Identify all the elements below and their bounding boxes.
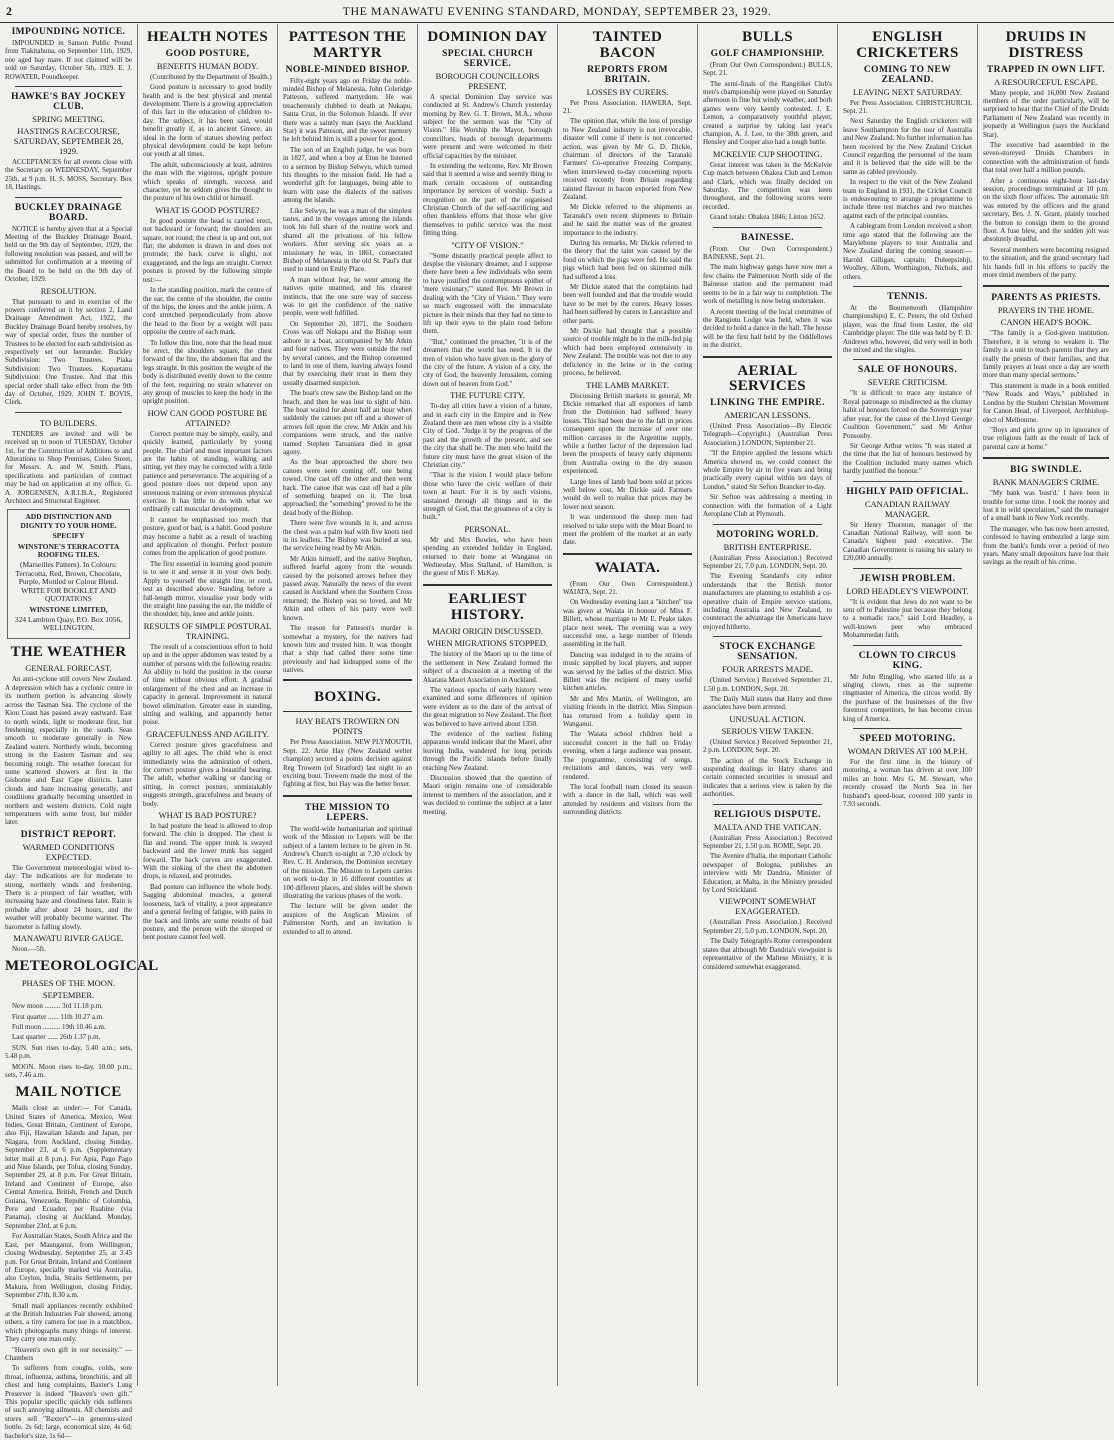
- divider: [853, 481, 962, 482]
- article-title: BULLS: [742, 29, 793, 45]
- article-paragraph: The main highway gangs have now met a few chains the Palmerston North side of the Bainesse station and the permanent road seems to be in a fair way to completion. The work of metalling is now being undertaken.: [703, 263, 832, 306]
- article-paragraph: It cannot be emphasised too much that posture, good or bad, is a habit. Good posture may become a habit as a result of teaching and application of thought. Perfect posture comes from the application of good posture.: [143, 515, 272, 558]
- article-paragraph: On Wednesday evening last a "kitchen" tea was given at Waiata in honour of Miss F. Billett, whose marriage to Mr E. Peake takes place next week. The evening was a very successful one, a large number of friends assembling in the hall.: [563, 598, 692, 649]
- article-paragraph: Mr and Mrs Martin, of Wellington, are visiting friends in the district. Miss Simpson has returned from a holiday spent in Wanganui.: [563, 694, 692, 729]
- section-heading: HOW CAN GOOD POSTURE BE ATTAINED?: [147, 407, 268, 428]
- article-subtitle: COMING TO NEW ZEALAND.: [863, 64, 952, 85]
- mail-notice-heading: MAIL NOTICE: [15, 1084, 122, 1101]
- article-paragraph: A cablegram from London received a short time ago stated that the following are the Marylebone players to tour Australia and New Zealand during the coming season:— Harold Gilligan, captain; Duleepsinhji, Woolley, Allom, Worthington, Nichols, and others.: [843, 222, 972, 281]
- divider: [15, 197, 122, 198]
- boxing-section: [283, 679, 412, 713]
- article-dateline: Per Press Association. CHRISTCHURCH, Sept. 21.: [843, 98, 972, 115]
- article-paragraph: Sir Henry Thornton, manager of the Canadian National Railway, will soon be Canada's highest paid executive. The Canadian Government is raising his salary to £20,000 annually.: [843, 520, 972, 563]
- moon-phase-row: First quarter ...... 11th 10.27 a.m.: [12, 1012, 104, 1021]
- article-subtitle: CANON HEAD'S BOOK.: [1000, 317, 1092, 328]
- impounding-heading: IMPOUNDING NOTICE.: [11, 27, 126, 37]
- column-health-notes: [138, 24, 278, 1386]
- article-paragraph: For the first time in the history of motoring, a woman has driven at over 100 miles an hour. Mrs G. M. Stewart, who recently crossed the North Sea in her husband's speed-boat, covered 100 yards in 7.93 seconds.: [843, 758, 972, 809]
- district-subheading: WARMED CONDITIONS EXPECTED.: [22, 841, 115, 862]
- article-subtitle: LORD HEADLEY'S VIEWPOINT.: [846, 585, 969, 596]
- buckley-heading: BUCKLEY DRAINAGE BOARD.: [14, 202, 123, 223]
- divider: [703, 356, 832, 358]
- mail-text: For Australian States, South Africa and the East, per Maunganui, from Wellington, closing Wednesday, September 25, at 3.45 p.m. For Great Britain, Ireland and Continent of Europe, specially marked via Australia, also Ceylon, India, Straits Settlements, per Makura, from Wellington, closing Friday, September 27th, 8.30 a.m.: [5, 1232, 132, 1300]
- article-paragraph: Correct posture gives gracefulness and agility to all ages. The child who is erect immediately wins the admiration of others, for correct posture gives a beautiful bearing. The adult, whether walking or dancing or sitting, in correct posture, unmistakably suggests strength, gracefulness and beauty of body.: [143, 740, 272, 808]
- article-paragraph: Sir George Arthur writes "It was stated at the time that the list of honours bestowed by the Coalition included many names which hardly justified the honour.": [843, 441, 972, 476]
- article-paragraph: The son of an English judge, he was born in 1827, and when a boy at Eton he listened to a sermon by Bishop Selwyn, which turned his thoughts to the mission field. He had a wonderful gift for languages, being able to learn with ease the dialects of the natives among the islands.: [283, 145, 412, 205]
- article-subtitle: PRAYERS IN THE HOME.: [997, 305, 1095, 316]
- acceptances-text: ACCEPTANCES for all events close with the Secretary on WEDNESDAY, September 25th, at 9 p.m. H. S. MOSS, Secretary. Box 18, Hastings.: [5, 158, 132, 192]
- article-paragraph: "My bank was 'bust'd.' I have been in trouble for some time. I took the money and lost it in wild speculation," said the manager of a small bank in New York recently.: [983, 489, 1109, 523]
- moon-phase-row: Last quarter ...... 26th 1.37 p.m.: [12, 1033, 101, 1042]
- divider: [713, 636, 822, 637]
- article-subtitle: SEVERE CRITICISM.: [867, 377, 948, 388]
- section-heading: WHAT IS GOOD POSTURE?: [155, 204, 260, 215]
- article-title: SALE OF HONOURS.: [857, 365, 958, 376]
- article-subtitle: BENEFITS HUMAN BODY.: [156, 60, 259, 71]
- quote-text: "Heaven's own gift in our necessity." —Chambers: [5, 1345, 132, 1362]
- section-heading: THE LAMB MARKET.: [586, 379, 669, 390]
- ad-line: WINSTONE LIMITED,: [29, 604, 108, 614]
- article-subtitle: FOUR ARRESTS MADE.: [722, 664, 813, 675]
- article-paragraph: The first essential in learning good posture is to see it and sense it in your own body. Apply to yourself the straight line, or cord, test as described above. Standing before a full-length mirror, visualise your body with the straight line passing the ear, the middle of the shoulder, hip, knee and ankle joints.: [143, 559, 272, 619]
- article-title: TAINTED BACON: [592, 29, 663, 61]
- article-paragraph: "It is evident that Jews do not want to be sent off to Palestine just because they belong to a nomadic race," said Lord Headley, a well-known peer who embraced Mohammedan faith.: [843, 597, 972, 640]
- article-paragraph: There were five wounds in it, and across the chest was a palm leaf with five knots tied in its leaflets. The Bishop was buried at sea, the service being read by Mr Atkin.: [283, 519, 412, 553]
- article-subtitle: SPECIAL CHURCH SERVICE.: [442, 48, 533, 69]
- column-tainted-bacon: [558, 24, 698, 1386]
- builders-heading: TO BUILDERS.: [40, 417, 97, 428]
- sun-times: SUN. Sun rises to-day, 5.40 a.m.; sets, 5.48 p.m.: [5, 1043, 132, 1061]
- article-title: EARLIEST HISTORY.: [448, 590, 527, 623]
- article-paragraph: In bad posture the head is allowed to drop forward. The chin is dropped. The chest is flat and round. The upper trunk is swayed backward and the lower trunk has sagged forward. The back curves are exaggerated. With the sinking of the chest the abdomen drops, is relaxed, and protrudes.: [143, 822, 272, 881]
- article-paragraph: Dancing was indulged in to the strains of music supplied by local players, and supper was served by the ladies of the district. Miss Billett was the recipient of many useful kitchen articles.: [563, 650, 692, 693]
- article-subtitle: TRAPPED IN OWN LIFT.: [986, 64, 1106, 75]
- article-paragraph: "Some distantly practical people affect to despise the visionary dreamer, and I suppose there have been a few individuals who seem to have justified the contemptuous epithet of 'mere visionary,'" stated Rev. Mr Brown in dealing with the "City of Vision." They were so much engrossed with the immaculate picture in their minds that they had no time to lift up their eyes to the plain road before them.: [423, 251, 552, 336]
- section-subheading: SERIOUS VIEW TAKEN.: [721, 725, 814, 736]
- newspaper-title: THE MANAWATU EVENING STANDARD, MONDAY, SEPTEMBER 23, 1929.: [342, 4, 772, 18]
- article-subtitle: WOMAN DRIVES AT 100 M.P.H.: [847, 746, 968, 757]
- divider: [853, 359, 962, 360]
- article-subtitle: MAORI ORIGIN DISCUSSED.: [432, 626, 543, 637]
- article-title: HIGHLY PAID OFFICIAL.: [846, 486, 969, 497]
- article-paragraph: The executive had assembled in the seven-storeyed Druids Chambers in connection with the administration of funds that total over half a million pounds.: [983, 140, 1109, 175]
- article-paragraph: The history of the Maori up to the time of the settlement in New Zealand formed the subject of a discussion at a meeting of the Akarana Maori Association in Auckland.: [423, 650, 552, 684]
- article-paragraph: The adult, subconsciously at least, admires the man with the vigorous, upright posture which speaks of strength, success and character, yet he seldom gives the thought to the posture of his own child or himself.: [143, 160, 272, 203]
- article-paragraph: The manager, who has now been arrested, confessed to having embezzled a large sum from the bank's funds over a period of two years. Many small depositors have lost their savings as the result of his crime.: [983, 524, 1109, 567]
- divider: [713, 524, 822, 525]
- article-paragraph: A recent meeting of the local committee of the Rangiotu Lodge was held, when it was decided to hold a dance in the hall. The house will be the first hall held by the Oddfellows in the district.: [703, 307, 832, 350]
- article-subtitle: HAY BEATS TROWERN ON POINTS: [295, 716, 400, 737]
- article-subtitle: WHEN MIGRATIONS STOPPED.: [427, 638, 548, 649]
- jockey-heading: HAWKE'S BAY JOCKEY CLUB.: [11, 92, 126, 113]
- article-title: AERIAL SERVICES: [729, 362, 806, 395]
- jockey-subheading: SPRING MEETING.: [32, 114, 105, 125]
- article-subtitle: BOROUGH COUNCILLORS PRESENT.: [435, 70, 540, 91]
- ad-line: 324 Lambton Quay, P.O. Box 1056, WELLINGTON.: [14, 614, 123, 633]
- article-dateline: (United Press Association—By Electric Telegraph—Copyright.) (Australian Press Association.) LONDON, September 21.: [703, 422, 832, 447]
- advert-text: To sufferers from coughs, colds, sore throat, influenza, asthma, bronchitis, and all chest and lung complaints, Baxter's Lung Preserver is indeed "Heaven's own gift." This popular specific quickly rids sufferers of such annoying ailments. All chemists and stores sell "Baxter's"—in generous-sized bottle, 2s 6d; large, economical size, 4s 6d; bachelor's size, 1s 6d—: [5, 1364, 132, 1440]
- moon-phases-heading: PHASES OF THE MOON.: [21, 978, 116, 989]
- article-paragraph: The various epochs of early history were examined and some differences of opinion were evident as to the date of the arrival of the great migration to New Zealand. The fleet was believed to have arrived about 1350.: [423, 686, 552, 728]
- article-paragraph: The evidence of the earliest fishing apparatus would indicate that the Maori, after leaving India, wandered for long periods through the Pacific islands before finally reaching New Zealand.: [423, 730, 552, 772]
- article-subtitle: REPORTS FROM BRITAIN.: [587, 64, 668, 85]
- article-paragraph: The Waiata school children held a successful concert in the hall on Friday evening, when a large audience was present. The programme, consisting of songs, recitations and dances, was very well rendered.: [563, 730, 692, 781]
- article-paragraph: The Daily Telegraph's Rome correspondent states that although Mr Dandria's viewpoint is representative of the Maltese Ministry, it is considered somewhat exaggerated.: [703, 937, 832, 971]
- article-paragraph: Mr John Ringling, who started life as a singing clown, rises as the supreme ringmaster of America, the circus world. By the purchase of the businesses of the five foremost competitors, he has become circus king of America.: [843, 672, 972, 723]
- divider: [983, 457, 1109, 459]
- section-heading: GRACEFULNESS AND AGILITY.: [146, 728, 269, 739]
- article-paragraph: Several members were becoming resigned to the situation, and the grand secretary had his hands full in his efforts to pacify the more timid members of the party.: [983, 245, 1109, 280]
- article-paragraph: "But," continued the preacher, "it is of the dreamers that the world has need. It is the men of vision who have given us the glory of the city of the future. A vision of a city, the city of God, the heavenly Jerusalem, coming down out of heaven from God.": [423, 337, 552, 388]
- article-title: CLOWN TO CIRCUS KING.: [858, 650, 957, 671]
- ad-line: (Marseilles Pattern). In Colours: Terracotta, Red, Brown, Chocolate, Purple, Mottled or Colour Blend. WRITE FOR BOOKLET AND QUOTATIONS: [15, 560, 122, 604]
- article-title: SPEED MOTORING.: [859, 734, 956, 745]
- article-paragraph: Correct posture may be simply, easily, and quickly learned, particularly by young people. The chief and most important factors are the habits of standing, walking and sitting, yet they may be corrected with a little patience and perseverance. The acquiring of a good posture does not depend upon any strenuous training or even strenuous physical exercise. It has little to do with what we ordinarily call muscular development.: [143, 429, 272, 514]
- article-paragraph: Bad posture can influence the whole body. Sagging abdominal muscles, a general looseness, lack of vitality, a poor appearance and a general feeling of fatigue, with pains in the back and limbs are some results of bad posture, and the person with the stooped or bent posture cannot feel well.: [143, 882, 272, 942]
- river-text: Noon.—5ft.: [12, 945, 46, 954]
- divider: [853, 728, 962, 729]
- district-text: The Government meteorologist wired to-day: The indications are for moderate to strong, northerly winds and freshening. There is a prospect of fair weather, with increasing haze and cloudiness later. Rain is probable after about 24 hours, and the weather will probably become warmer. The barometer is falling slowly.: [5, 863, 132, 931]
- district-heading: DISTRICT REPORT.: [20, 829, 117, 840]
- article-subtitle: GOLF CHAMPIONSHIP.: [710, 48, 825, 59]
- article-title: JEWISH PROBLEM.: [859, 573, 956, 584]
- article-title: BOXING.: [314, 688, 381, 705]
- article-subtitle: GOOD POSTURE,: [165, 48, 250, 59]
- hastings-line: HASTINGS RACECOURSE, SATURDAY, SEPTEMBER 28, 1929.: [13, 126, 124, 157]
- article-paragraph: In respect to the visit of the New Zealand team to England in 1931, the Cricket Council is endeavouring to arrange a programme to include three test matches and two matches against each of the principal counties.: [843, 178, 972, 220]
- article-paragraph: As the boat approached the shore two canoes were seen coming off, one being towed. One cast off the other and then went back. The canoe that was cast off had a pile of something heaped on it. The boat approached; the "something" proved to be the dead body of the Bishop.: [283, 458, 412, 517]
- article-title: BIG SWINDLE.: [1010, 465, 1082, 476]
- article-title: DOMINION DAY: [427, 29, 548, 45]
- article-paragraph: On September 20, 1871, the Southern Cross was off Nukapu and the Bishop went ashore in a boat, accompanied by Mr Atkin and four natives. They were outside the reef by several canoes, and the Bishop consented to land in one of them, leaving always found that by exercising their trust in them they usually disarmed suspicion.: [283, 319, 412, 387]
- article-paragraph: Good posture is necessary to good bodily health and is the best physical and mental development. There is a growing appreciation of this fact in the education of children to-day. The subject, it has been said, would benefit greatly if, as in ancient Greece, an ideal in the form of statues showing perfect physical development could be kept before our youth at all times.: [143, 83, 272, 159]
- divider: [853, 645, 962, 646]
- column-bulls: [698, 24, 838, 1386]
- divider: [15, 412, 122, 413]
- article-title: DRUIDS IN DISTRESS: [1005, 29, 1087, 61]
- article-paragraph: "It is difficult to trace any instance of Royal patronage so misdirected as the clumsy habit of honours forced on the Sovereign year after year, for the cause of the Lloyd George Coalition Government," said Mr Arthur Ponsonby.: [843, 389, 972, 440]
- article-paragraph: Great interest was taken in the McKelvie Cup match between Ohakea Club and Lemon and Clark, which was finally decided on Saturday. The competition was keen throughout, and the following scores were recorded.: [703, 160, 832, 211]
- article-dateline: (United Service.) Received September 21, 1.50 p.m. LONDON, Sept. 20.: [703, 676, 832, 693]
- article-paragraph: In extending the welcome, Rev. Mr Brown said that it seemed a wise and seemly thing to mark certain occasions of outstanding importance by services of worship. Such a recognition on the part of the organised Christian Church of the self-sacrificing and often thankless efforts that those who give themselves to public service was the most fitting thing.: [423, 162, 552, 238]
- article-dateline: (From Our Own Correspondent.) WAIATA, Sept. 21.: [563, 579, 692, 596]
- section-heading: THE FUTURE CITY.: [450, 390, 525, 401]
- article-title: ENGLISH CRICKETERS: [856, 29, 959, 61]
- section-heading: WHAT IS BAD POSTURE?: [158, 810, 257, 821]
- article-paragraph: Mr Dickie referred to the shipments as Taranaki's own recent shipments to Britain and he said the matter was of the greatest importance to the industry.: [563, 203, 692, 237]
- article-subtitle: LINKING THE EMPIRE.: [710, 398, 825, 409]
- article-dateline: (Australian Press Association.) Received September 21, 5.0 p.m. LONDON, Sept. 20.: [703, 918, 832, 935]
- article-paragraph: The Avenire d'Italia, the important Catholic newspaper of Bologna, publishes an interview with Mr Dandria, Minister of Education, at Malta, in the Ministry presided by Lord Strickland.: [703, 852, 832, 895]
- article-paragraph: "That is the vision I would place before those who have the civic welfare of their town at heart. For it is by such visions, sustained through all things and in the strength of God, that the greatness of a city is built.": [423, 471, 552, 522]
- article-paragraph: After a continuous eight-hour last-day session, proceedings terminated at 10 p.m. on the sixth floor offices. The automatic lift was entered by the officers and the grand secretary, Bro. J. N. Grant, plainly touched the button to consign them to the ground floor. A fuse blew, and the sudden jolt was absolutely dreadful.: [983, 176, 1109, 244]
- article-byline: (Contributed by the Department of Health.): [150, 72, 272, 81]
- article-subtitle: LEAVING NEXT SATURDAY.: [852, 86, 963, 97]
- builders-text: TENDERS are invited and will be received up to noon of TUESDAY, October 1st, for the Construction of Additions to and Alterations to Shop Premises, Coleo Street, for Messrs. A. and W. Smith. Plans, specifications and particulars of contract may be had on application at my office. G. A. JORGENSEN, A.R.I.B.A., Registered Architect and Structural Engineer.: [5, 429, 132, 506]
- article-title: RELIGIOUS DISPUTE.: [714, 809, 821, 820]
- ad-line: WINSTONE'S TERRACOTTA ROOFING TILES.: [17, 541, 120, 560]
- article-paragraph: Fifty-eight years ago on Friday the noble-minded Bishop of Melanesia, John Coleridge Patteson, suffered martyrdom. He was treacherously clubbed to death at Nukapu, Santa Cruz, in the Solomon Islands. If ever there was a saintly man (says the Auckland Star) it was Patteson, and the sweet memory he left behind him is still a power for good.: [283, 76, 412, 144]
- column-patteson: [278, 24, 418, 1386]
- article-paragraph: At the Bournemouth (Hampshire championships) E. C. Peters, the old Oxford player, was the final from Lester, the old Cambridge player. The title was held by F. D. Andrews who, however, did very well in both the mixed and the singles.: [843, 304, 972, 355]
- divider: [853, 286, 962, 287]
- moon-times: MOON. Moon rises to-day, 10.00 p.m.; sets, 7.46 a.m.: [5, 1062, 132, 1080]
- resolution-text: That pursuant to and in exercise of the powers conferred on it by section 2, Land Drainage Amendment Act, 1922, the Buckley Drainage Board hereby resolves, by way of special order, fixes the number of Trustees to be elected for each subdivision as respectively set out hereunder. Buckley Subdivision: Two Trustees. Piaka Subdivision: Two Trustees. Kopuetanu Subdivision: One Trustee. And that this special order shall take effect from the 9th day of October, 1929. JOHN T. BOVIS, Clerk.: [5, 297, 132, 407]
- resolution-heading: RESOLUTION.: [40, 285, 97, 296]
- weather-subheading: GENERAL FORECAST.: [25, 663, 112, 674]
- article-paragraph: "If the Empire applied the lessons which America showed us, we could connect the whole Empire by air in five years and bring practically every capital within ten days of London," stated Sir Sefton Brancker to-day.: [703, 449, 832, 491]
- article-paragraph: Many people, and 16,000 New Zealand members of the order particularly, will be surprised to hear that the Chief of the Druids Parliament of New Zealand was recently in jeopardy at Wellington (says the Auckland Star).: [983, 88, 1109, 139]
- article-subtitle: A RESOURCEFUL ESCAPE.: [994, 76, 1098, 87]
- article-paragraph: Mr Atkin himself, and the native Stephen, suffered fearful agony from the wounds caused by the poisoned arrows before they passed away. Naturally the news of the event caused in Auckland when the Southern Cross returned; the Bishop was so loved, and Mr Atkin and others of his party were well known.: [283, 554, 412, 622]
- article-title: MOTORING WORLD.: [716, 529, 819, 540]
- article-paragraph: Per Press Association. NEW PLYMOUTH, Sept. 22. Artie Hay (New Zealand welter champion) secured a points decision against Reg Trowern (of Stratford) last night in an exciting bout. Trowern made the most of the fighting at first, but Hay was the better boxer.: [283, 738, 412, 789]
- article-paragraph: To-day all cities have a vision of a future, and in each city in the Empire and in New Zealand there are men whose city is a visible City of God. "Judge it by the progress of the past and the growth of the present, and see the city that shall be. The men who build the future city must have the great vision of the Christian city.": [423, 402, 552, 469]
- article-title: TENNIS.: [887, 292, 928, 303]
- ad-line: ADD DISTINCTION AND DIGNITY TO YOUR HOME.: [20, 512, 117, 530]
- article-subtitle: MALTA AND THE VATICAN.: [713, 821, 822, 832]
- article-paragraph: Large lines of lamb had been sold at prices well below cost, Mr Dickie said. Farmers would do well to realise that prices may be lower next season.: [563, 477, 692, 511]
- article-title: STOCK EXCHANGE SENSATION.: [719, 642, 816, 663]
- article-subtitle: NOBLE-MINDED BISHOP.: [285, 64, 410, 75]
- article-dateline: (From Our Own Correspondent.) BAINESSE, Sept. 21.: [703, 244, 832, 262]
- divider: [15, 86, 122, 87]
- section-heading: UNUSUAL ACTION.: [729, 713, 806, 724]
- article-subtitle: BANK MANAGER'S CRIME.: [992, 477, 1100, 488]
- section-heading: PERSONAL.: [464, 523, 511, 534]
- weather-heading: THE WEATHER: [10, 643, 127, 660]
- article-title: PARENTS AS PRIESTS.: [991, 293, 1101, 304]
- article-paragraph: The lecture will be given under the auspices of the Anglican Mission of Palmerston North, and an invitation is extended to all to attend.: [283, 902, 412, 936]
- article-paragraph: A man without fear, he went among the natives quite unarmed, and his clearest instincts, that the one sure way of success was to get the confidence of the native people, were well fulfilled.: [283, 275, 412, 318]
- article-subtitle: AMERICAN LESSONS.: [724, 410, 811, 421]
- ad-line: SPECIFY: [52, 531, 85, 541]
- section-heading: "CITY OF VISION.": [451, 239, 524, 250]
- divider: [283, 795, 412, 797]
- article-title: BAINESSE.: [741, 232, 794, 243]
- column-classifieds: [0, 24, 159, 1440]
- divider: [713, 804, 822, 805]
- article-paragraph: In the standing position, mark the centre of the ear, the centre of the shoulder, the centre of the hips, the knees and the ankle joints. A cord stretched perpendicularly from above the head to the floor by a weight will pass opposite the centre of each mark.: [143, 286, 272, 337]
- article-paragraph: Mr and Mrs Bowles, who have been spending an extended holiday in England, returned to their home at Wanganui on Wednesday. Miss Stalland, of Hamilton, is the guest of Mrs F. McKay.: [423, 535, 552, 578]
- section-heading: MCKELVIE CUP SHOOTING.: [712, 148, 823, 159]
- masthead: [0, 0, 1114, 23]
- article-paragraph: The opinion that, while the loss of prestige to New Zealand industry is not irrevocable, disaster will come if there is not concerted action, was given by Mr G. D. Dickie, chairman of directors of the Taranaki Farmers' Co-operative Freezing Company, when interviewed to-day concerning reports received recently from Britain regarding tainted flavour in bacon exported from New Zealand.: [563, 117, 692, 201]
- scores-total: Grand totals: Ohakea 1846; Linton 1652.: [710, 213, 826, 222]
- article-paragraph: The local football team closed its season with a dance in the hall, which was well attended by residents and visitors from the surrounding districts.: [563, 782, 692, 817]
- article-subtitle: CANADIAN RAILWAY MANAGER.: [864, 498, 951, 519]
- section-heading: VIEWPOINT SOMEWHAT EXAGGERATED.: [718, 896, 817, 917]
- article-paragraph: Discussion showed that the question of Maori origin remains one of considerable interest to members of the association, and it was decided to continue the subject at a later meeting.: [423, 774, 552, 816]
- column-cricketers: [838, 24, 978, 1386]
- article-paragraph: The boat's crew saw the Bishop land on the beach, and then he was lost to sight of him. The boat waited for about half an hour when suddenly the canoes put off and a shower of arrows fell upon the crew. Mr Atkin and his companions were struck, and the native named Stephen Taroaniara died in great agony.: [283, 389, 412, 456]
- article-dateline: (From Our Own Correspondent.) BULLS, Sept. 21.: [703, 60, 832, 78]
- article-subtitle: BRITISH ENTERPRISE.: [723, 541, 812, 552]
- page-number: 2: [6, 4, 13, 18]
- article-paragraph: "The family is a God-given institution. Therefore, it is wrong to weaken it. The family is a unit to teach parents that they are really the priests of their families, and that family prayers at least once a day are worth more than many special sermons.": [983, 329, 1109, 380]
- divider: [853, 568, 962, 569]
- article-paragraph: The action of the Stock Exchange in suspending dealings in Hatry shares and certain connected securities is unusual and indicates that a serious view is taken by the authorities.: [703, 756, 832, 799]
- article-paragraph: The Daily Mail states that Hatry and three associates have been arrested.: [703, 694, 832, 712]
- article-title: THE MISSION TO LEPERS.: [305, 802, 390, 823]
- divider: [983, 285, 1109, 287]
- article-paragraph: It was understood the sheep men had resolved to take steps with the Meat Board to meet the problem of the market at an early date.: [563, 513, 692, 547]
- weather-text: An anti-cyclone still covers New Zealand. A depression which has a cyclonic centre in its northern portion is advancing slowly across the Tasman Sea. The cyclone of the Kiou Coast has passed away eastward. East to north winds, light to moderate first, but freshening especially in the south. Seas smooth to moderate generally in New Zealand waters. Northerly winds, becoming strong in the Eastern Tasman and sea becoming rough. The weather forecast for some scattered showers at first in the Gisborne and East Cape districts. Later clouds and haze increasing generally, and conditions gradually becoming unsettled in northern and western districts. Cold night temperatures with some frost, but milder later.: [5, 675, 132, 827]
- article-paragraph: Mr Dickie had thought that a possible source of trouble might be in the milk-fed pig which had been employed extensively in New Zealand. The trouble was not due to any deficiency in the brine or in the curing process, he believed.: [563, 327, 692, 378]
- article-dateline: Per Press Association. HAWERA, Sept. 21.: [563, 98, 692, 115]
- article-dateline: (Australian Press Association.) Received September 21, 1.50 p.m. ROME, Sept. 20.: [703, 833, 832, 851]
- moon-phase-row: New moon ......... 3rd 11.18 p.m.: [12, 1002, 103, 1011]
- river-heading: MANAWATU RIVER GAUGE.: [13, 933, 124, 944]
- winstone-advertisement: [7, 509, 130, 638]
- divider: [423, 584, 552, 586]
- divider: [713, 227, 822, 228]
- column-dominion-day: [418, 24, 558, 1386]
- article-paragraph: Discussing British markets in general, Mr Dickie remarked that all exporters of lamb from the Dominion had suffered heavy losses. This had been due to the fall in prices consequent upon the increase of over one million carcases in the Argentine supply, while a further factor of the depression had been the prospects of heavy early shipments from Australia owing to the dry season experienced.: [563, 391, 692, 476]
- divider: [563, 553, 692, 555]
- buckley-text: NOTICE is hereby given that at a Special Meeting of the Buckley Drainage Board, held on the 9th day of September, 1929, the following resolution was passed, and will be submitted for confirmation at a meeting of the Board to be held on the 9th day of October, 1929.: [5, 224, 132, 284]
- moon-phases-month: SEPTEMBER.: [42, 990, 95, 1001]
- section-heading: RESULTS OF SIMPLE POSTURAL TRAINING.: [143, 620, 272, 641]
- moon-phase-row: Full moon .......... 19th 10.46 a.m.: [12, 1023, 106, 1031]
- article-paragraph: The result of a conscientious effort to hold up and in the upper abdomen was tested by a number of persons with the following results: An ability to hold the position in the course of time without obvious effort. A gradual enlargement of the chest and an increase in capacity in general. Improvement in natural bowel elimination. Greater ease in standing, sitting and walking, and apparently better poise.: [143, 642, 272, 727]
- article-paragraph: Sir Sefton was addressing a meeting in connection with the formation of a Light Aeroplane Club at Plymouth.: [703, 493, 832, 519]
- article-paragraph: Next Saturday the English cricketers will leave Southampton for the tour of Australia and New Zealand. No further information has been received by the New Zealand Cricket Council regarding the personnel of the team and it is believed that the side will be the same as cabled previously.: [843, 117, 972, 176]
- mail-text: Mails close as under:— For Canada, United States of America, Mexico, West Indies, Great Britain, Continent of Europe, also Fiji, Hawaiian Islands and Japan, per Niagara, from Auckland, closing Sunday, September 23, at 6 p.m. (Supplementary letter mail at 8 p.m.). For Apia, Pago Pago and Niue Islands, per Tofua, closing Sunday, September 29, at 8 p.m. For Great Britain, Ireland and Continent of Europe, also Central America, British, French and Dutch Guiana, Venezuela, Republic of Colombia, Peru and Ecuador, per Ruahine (via Panama), closing at Auckland, Monday, September 23rd, at 6 p.m.: [5, 1104, 132, 1230]
- mail-text: Small mail appliances recently exhibited at the British Industries Fair showed, among others, a tiny camera for use in a matchbox, which photographs many things of interest. They carry one man only.: [5, 1301, 132, 1344]
- article-paragraph: During his remarks, Mr Dickie referred to the theory that the taint was caused by the food on which the pigs were fed. He said the pigs which had been fed on skimmed milk had suffered a loss.: [563, 239, 692, 281]
- article-paragraph: The reason for Patteson's murder is somewhat a mystery, for the natives had known him and trusted him. It was thought that a ship had called there some time previously and had kidnapped some of the natives.: [283, 624, 412, 675]
- article-title: HEALTH NOTES: [146, 29, 268, 45]
- article-paragraph: To follow this line, note that the head must be erect, the shoulders square, the chest forward of the line, the abdomen flat and the legs straight. In this position the weight of the body is distributed evenly down to the centre of the feet, requiring no strain whatever on any group of muscles to keep the body in the upright position.: [143, 338, 272, 406]
- article-paragraph: In good posture the head is carried erect, not backward or forward; the shoulders are square, not round; the chest is up and out, not flat; the abdomen is drawn in and does not protrude; the back curve is slight, not exaggerated, and the legs are straight. Correct posture is proved by the following simple test:—: [143, 216, 272, 284]
- article-paragraph: The semi-finals of the Rangitikei Club's men's championship were played on Saturday afternoon in fine but windy weather, and both games were very keenly contested. J. E. Lemon, a comparatively youthful player, created a surprise by taking last year's champion, A. J. Lee, to the 38th green, and Hensley and Cooper also had a tough battle.: [703, 79, 832, 147]
- article-title: WAIATA.: [594, 559, 661, 576]
- article-paragraph: Mr Dickie stated that the complaints had been well founded and that the trouble would have to be met by the curers. Heavy losses had been suffered by curers in Lancashire and other parts.: [563, 283, 692, 325]
- column-druids: [978, 24, 1114, 1386]
- article-paragraph: This statement is made in a book entitled "New Roads and Ways," published in London by the Student Christian Movement for Canon Head, of Liverpool, Archbishop-elect of Melbourne.: [983, 381, 1109, 424]
- article-title: PATTESON THE MARTYR: [288, 29, 407, 61]
- article-paragraph: Like Selwyn, he was a man of the simplest tastes, and in the voyages among the islands took his full share of the routine work and shared all the privations of his fellow workers. After serving six years as a missionary he was, in 1861, consecrated Bishop of Melanesia in the old St. Paul's that used to stand on Emily Place.: [283, 206, 412, 274]
- article-paragraph: The Evening Standard's city editor understands that the British motor manufacturers are planning to establish a co-operative chain of Empire service stations, including Australia and New Zealand, to counteract the advantage the Americans have enjoyed hitherto.: [703, 572, 832, 631]
- article-paragraph: The world-wide humanitarian and spiritual work of the Mission to Lepers will be the subject of a lantern lecture to be given in St. Andrew's Church to-night at 7.30 o'clock by Rev. C. H. Anderson, the Dominion secretary of the mission. The Mission to Lepers carries on work to-day in 16 different countries at 100 different places, and slides will be shown illustrating the various phases of the work.: [283, 824, 412, 900]
- article-dateline: (United Service.) Received September 21, 2 p.m. LONDON, Sept. 20.: [703, 737, 832, 755]
- article-paragraph: "Boys and girls grow up in ignorance of true religious faith as the result of lack of parental care at home.": [983, 425, 1109, 451]
- article-paragraph: A special Dominion Day service was conducted at St. Andrew's Church yesterday morning by Rev. G. T. Brown, M.A., whose subject for the sermon was the "City of Vision." His Worship the Mayor, borough councillors, heads of borough departments were present and were welcomed in their official capacities by the minister.: [423, 92, 552, 160]
- meteorological-heading: METEOROLOGICAL: [5, 958, 159, 975]
- impounding-text: IMPOUNDED in Sanson Public Pound from Tiakitahuna, on September 11th, 1929, one aged bay mare. If not claimed will be sold on Saturday, October 5th, 1929. E. J. ROWATER, Poundkeeper.: [5, 39, 132, 81]
- article-dateline: (Australian Press Association.) Received September 21, 7.0 p.m. LONDON, Sept. 20.: [703, 553, 832, 570]
- article-subtitle: LOSSES BY CURERS.: [586, 86, 669, 97]
